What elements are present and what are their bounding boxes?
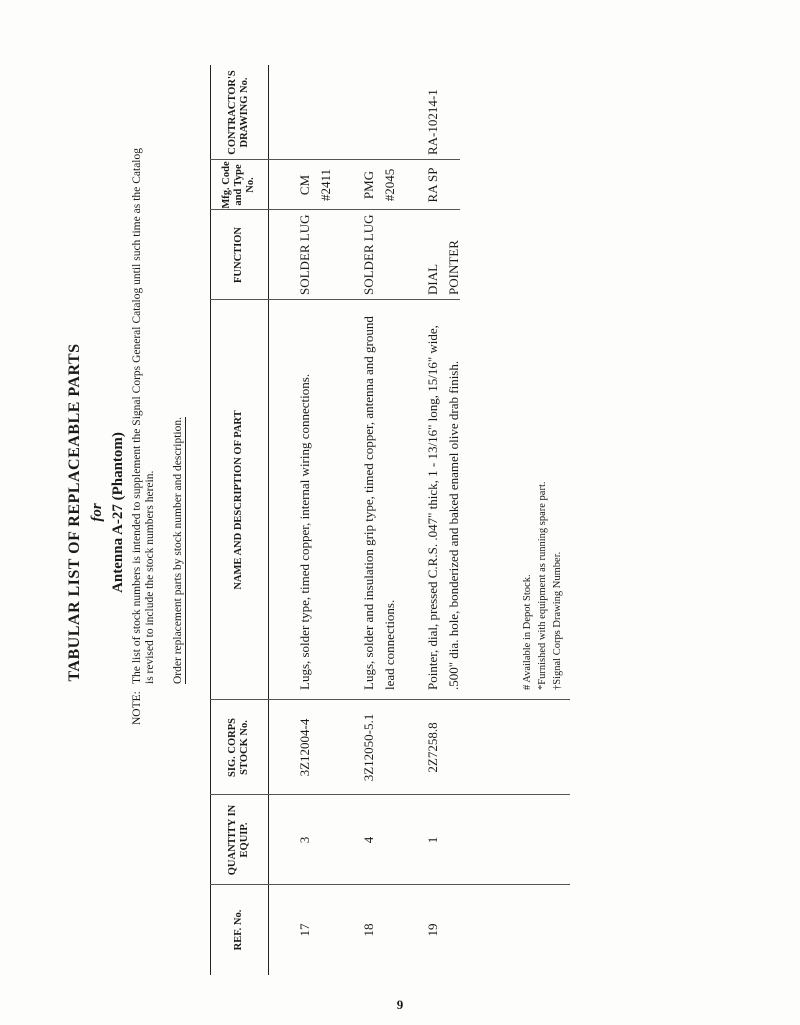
header-quantity: QUANTITY IN EQUIP. (227, 804, 250, 876)
header-ref: REF. No. (233, 909, 244, 951)
function-cell: SOLDER LUG (361, 214, 376, 295)
order-instruction: Order replacement parts by stock number and description. (172, 417, 184, 684)
stock-cell: 2Z7258.8 (425, 722, 440, 773)
name-cell: Lugs, solder type, timed copper, internal wiring connections. (297, 373, 312, 690)
header-mfg: Mfg. Code and Type No. (221, 161, 256, 209)
footnote: †Signal Corps Drawing Number. (552, 551, 563, 690)
equipment-name: Antenna A-27 (Phantom) (110, 432, 126, 593)
ref-cell: 17 (297, 923, 312, 937)
stock-cell: 3Z12004-4 (297, 718, 312, 777)
stock-cell: 3Z12050-5.1 (361, 713, 376, 782)
header-stock: SIG. CORPS STOCK No. (227, 718, 250, 777)
header-rule (268, 65, 269, 975)
ref-cell: 18 (361, 923, 376, 937)
name-cell: Lugs, solder and insulation grip type, timed copper, antenna and ground lead connections. (361, 316, 397, 690)
mfg-cell: PMG #2045 (361, 168, 397, 202)
quantity-cell: 4 (361, 836, 376, 844)
header-name: NAME AND DESCRIPTION OF PART (233, 410, 244, 590)
contractor-cell: RA-10214-1 (425, 89, 440, 155)
note-label: NOTE: (131, 691, 143, 725)
note-text: The list of stock numbers is intended to supplement the Signal Corps General Catalog until such time as the Catalog is revised to include the stock numbers herein. (131, 148, 156, 684)
quantity-cell: 1 (425, 836, 440, 844)
mfg-cell: CM #2411 (297, 168, 333, 202)
name-cell: Pointer, dial, pressed C.R.S. .047" thick, 1 - 13/16" long, 15/16" wide, .500" dia. hole, bonderized and baked enamel olive drab finish. (425, 325, 461, 690)
ref-cell: 19 (425, 923, 440, 937)
mfg-cell: RA SP (425, 167, 440, 203)
page-number: 9 (396, 997, 404, 1012)
footnote: *Furnished with equipment as running spare part. (537, 481, 548, 690)
header-contractor: CONTRACTOR'S DRAWING No. (227, 70, 250, 155)
parts-table (210, 65, 570, 975)
quantity-cell: 3 (297, 836, 312, 844)
function-cell: SOLDER LUG (297, 214, 312, 295)
for-text: for (89, 503, 105, 522)
header-function: FUNCTION (233, 227, 244, 284)
function-cell: DIAL POINTER (425, 240, 461, 295)
footnote: # Available in Depot Stock. (522, 574, 533, 690)
document-title: TABULAR LIST OF REPLACEABLE PARTS (66, 343, 83, 682)
